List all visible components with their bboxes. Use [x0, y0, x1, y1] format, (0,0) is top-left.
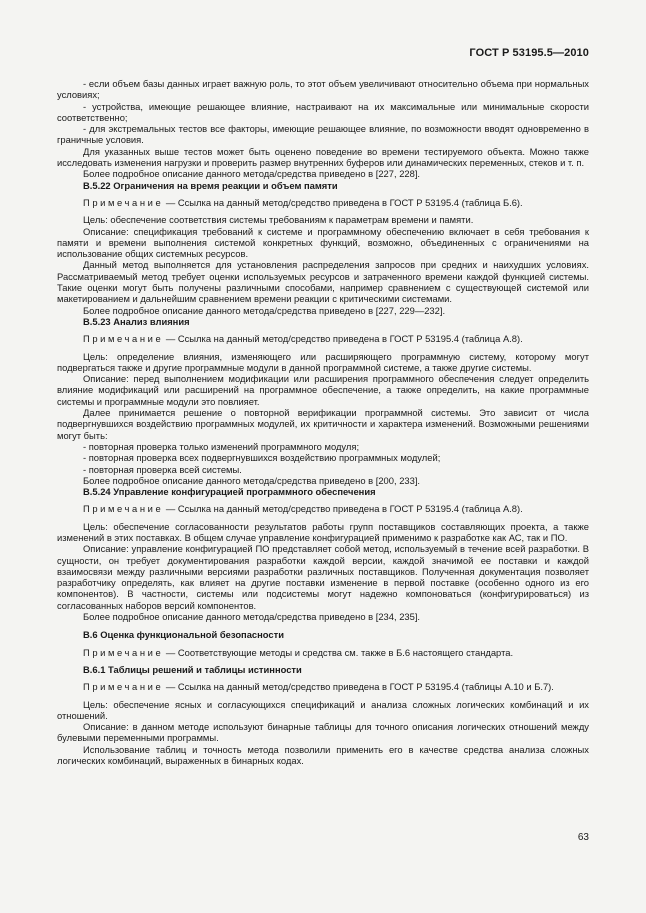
body-paragraph: Более подробное описание данного метода/средства приведено в [227, 229—232].: [83, 304, 446, 316]
body-paragraph: Цель: обеспечение соответствия системы требованиям к параметрам времени и памяти.: [83, 214, 474, 226]
note-label: Примечание: [83, 503, 164, 515]
body-paragraph: Данный метод выполняется для установления распределения запросов при средних и наихудших условиях. Рассматриваемый метод требует оценки используемых ресурсов и затраченного времени каждой функцией системы. Такие оценки могут быть получены различными способами, например сравнением с существующей системой или макетированием и дальнейшим сравнением времени реакции с критическими системами.: [57, 259, 589, 305]
body-paragraph: - повторная проверка только изменений программного модуля;: [83, 440, 360, 452]
note-label: Примечание: [83, 333, 164, 345]
note-text: — Соответствующие методы и средства см. также в Б.6 настоящего стандарта.: [163, 646, 514, 658]
section-heading: В.5.24 Управление конфигурацией программного обеспечения: [83, 486, 376, 498]
body-paragraph: - устройства, имеющие решающее влияние, настраивают на их максимальные или минимальные скорости соответственно;: [57, 100, 589, 123]
body-paragraph: Более подробное описание данного метода/средства приведено в [200, 233].: [83, 474, 421, 486]
document-body: [57, 78, 589, 766]
body-paragraph: Описание: спецификация требований к системе и программному обеспечению включает в себя требования к памяти и времени выполнения системой конкретных функций, возможно, объединенных с ограничениями на использование общих системных ресурсов.: [57, 225, 589, 260]
body-paragraph: - повторная проверка всей системы.: [83, 463, 242, 475]
doc-code-header: ГОСТ Р 53195.5—2010: [469, 47, 589, 59]
body-paragraph: - если объем базы данных играет важную роль, то этот объем увеличивают относительно объема при нормальных условиях;: [57, 78, 589, 101]
body-paragraph: Цель: обеспечение ясных и согласующихся спецификаций и анализа сложных логических комбинаций и их отношений.: [57, 698, 589, 721]
section-heading: В.5.22 Ограничения на время реакции и объем памяти: [83, 179, 338, 191]
section-heading: В.5.23 Анализ влияния: [83, 315, 190, 327]
body-paragraph: Цель: определение влияния, изменяющего или расширяющего программную систему, которому могут подвергаться также и другие программные модули в данной программной системе, а также другие системы.: [57, 350, 589, 373]
body-paragraph: Далее принимается решение о повторной верификации программной системы. Это зависит от числа подвергнувшихся воздействию программных модулей, их критичности и характера изменений. Возможными решениями могут быть:: [57, 407, 589, 441]
note-text: — Ссылка на данный метод/средство приведена в ГОСТ Р 53195.4 (таблица Б.6).: [163, 196, 523, 208]
note-text: — Ссылка на данный метод/средство приведена в ГОСТ Р 53195.4 (таблица А.8).: [163, 333, 523, 345]
body-paragraph: Более подробное описание данного метода/средства приведено в [234, 235].: [83, 611, 421, 623]
note-text: — Ссылка на данный метод/средство приведена в ГОСТ Р 53195.4 (таблица А.8).: [163, 503, 523, 515]
body-paragraph: Описание: перед выполнением модификации или расширения программного обеспечения следует определить влияние модификаций или расширений на программное обеспечение, а также определить, на какие программные системы и программные модули это повлияет.: [57, 373, 589, 407]
section-heading: В.6.1 Таблицы решений и таблицы истинности: [83, 663, 302, 675]
note-label: Примечание: [83, 681, 164, 693]
note-label: Примечание: [83, 646, 164, 658]
note-paragraph: [57, 503, 589, 514]
note-paragraph: [57, 333, 589, 344]
body-paragraph: Цель: обеспечение согласованности результатов работы групп поставщиков составляющих проекта, а также изменений в этих поставках. В общем случае управление конфигурацией применимо к разработке как АС, так и ПО.: [57, 520, 589, 543]
body-paragraph: Для указанных выше тестов может быть оценено поведение во времени тестируемого объекта. Можно также исследовать изменения нагрузки и проверить размер внутренних буферов или динамических переменных, стеков и т. п.: [57, 145, 589, 169]
page-number: 63: [577, 832, 589, 843]
note-paragraph: [57, 197, 589, 208]
note-text: — Ссылка на данный метод/средство приведена в ГОСТ Р 53195.4 (таблицы А.10 и Б.7).: [163, 681, 554, 693]
note-paragraph: [57, 681, 589, 692]
body-paragraph: Описание: управление конфигурацией ПО представляет собой метод, используемый в течение всей разработки. В сущности, он требует документирования разработки каждой версии, каждой значимой ее поставки и каждой взаимосвязи между различными версиями разработки различных поставщиков. Полученная документация позволяет разработчику определять, как влияет на другие поставки изменение в первой поставке (особенно одного из его компонентов). В частности, системы или подсистемы могут надежно компоноваться (конфигурироваться) из согласованных наборов версий компонентов.: [57, 543, 589, 611]
body-paragraph: - повторная проверка всех подвергнувшихся воздействию программных модулей;: [83, 452, 441, 464]
note-paragraph: [57, 647, 589, 658]
body-paragraph: Использование таблиц и точность метода позволили применить его в качестве средства анализа сложных логических комбинаций, выраженных в бинарных кодах.: [57, 743, 589, 767]
body-paragraph: Более подробное описание данного метода/средства приведено в [227, 228].: [83, 168, 421, 180]
body-paragraph: - для экстремальных тестов все факторы, имеющие решающее влияние, по возможности вводят одновременно в граничные условия.: [57, 123, 589, 146]
body-paragraph: Описание: в данном методе используют бинарные таблицы для точного описания логических отношений между булевыми переменными программы.: [57, 721, 589, 744]
section-heading: В.6 Оценка функциональной безопасности: [83, 629, 284, 641]
note-label: Примечание: [83, 196, 164, 208]
